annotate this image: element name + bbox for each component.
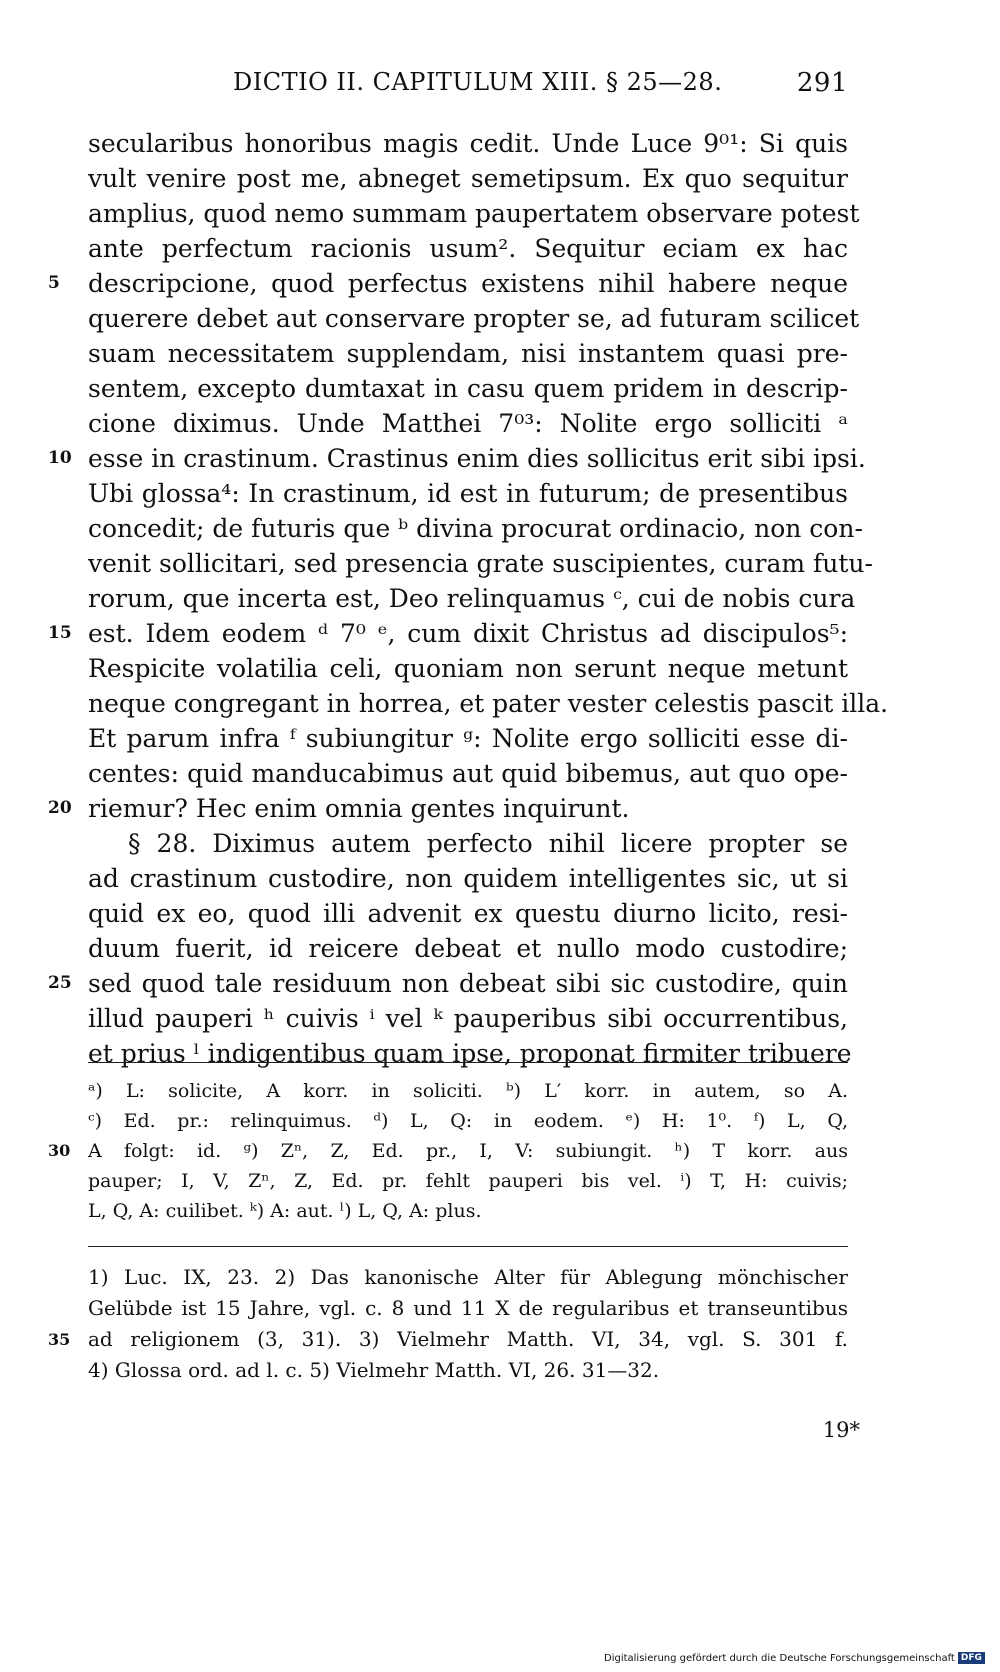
apparatus-rule <box>88 1062 848 1063</box>
text-line <box>88 931 848 966</box>
main-text <box>48 126 889 1071</box>
line-text: est. Idem eodem ᵈ 7⁰ ᵉ, cum dixit Christus ad discipulos⁵: <box>88 619 848 648</box>
text-line <box>88 476 848 511</box>
text-line <box>88 686 889 721</box>
text-line <box>48 1136 848 1166</box>
text-line <box>88 826 848 861</box>
credit-text: Digitalisierung gefördert durch die Deutsche Forschungsgemeinschaft <box>604 1652 955 1664</box>
line-text: cione diximus. Unde Matthei 7⁰³: Nolite ergo solliciti ᵃ <box>88 409 848 438</box>
text-line <box>88 896 848 931</box>
text-line <box>88 1293 848 1324</box>
footnote-rule <box>88 1246 848 1247</box>
line-text: et prius ˡ indigentibus quam ipse, proponat firmiter tribuere <box>88 1039 852 1068</box>
digitization-credit <box>604 1652 985 1664</box>
line-text: esse in crastinum. Crastinus enim dies sollicitus erit sibi ipsi. <box>88 444 866 473</box>
text-line <box>88 861 848 896</box>
line-text: secularibus honoribus magis cedit. Unde Luce 9⁰¹: Si quis <box>88 129 848 158</box>
line-text: § 28. Diximus autem perfecto nihil licere propter se <box>128 829 848 858</box>
critical-apparatus <box>48 1076 848 1226</box>
page-number: 291 <box>796 68 848 98</box>
text-line <box>88 581 856 616</box>
line-text: Gelübde ist 15 Jahre, vgl. c. 8 und 11 X de regularibus et transeuntibus <box>88 1296 848 1320</box>
dfg-logo: DFG <box>958 1652 985 1664</box>
line-text: rorum, que incerta est, Deo relinquamus ᶜ, cui de nobis cura <box>88 584 856 613</box>
text-line <box>48 1324 848 1355</box>
line-text: Et parum infra ᶠ subiungitur ᵍ: Nolite ergo solliciti esse di- <box>88 724 848 753</box>
text-line <box>88 1196 848 1226</box>
line-number: 25 <box>48 973 72 993</box>
line-number: 35 <box>48 1330 71 1349</box>
text-line <box>88 406 848 441</box>
line-text: vult venire post me, abneget semetipsum. Ex quo sequitur <box>88 164 848 193</box>
line-text: suam necessitatem supplendam, nisi instantem quasi pre- <box>88 339 848 368</box>
text-line <box>88 1355 848 1386</box>
text-line <box>88 371 848 406</box>
line-number: 5 <box>48 273 60 293</box>
text-line <box>88 336 848 371</box>
line-text: centes: quid manducabimus aut quid bibemus, aut quo ope- <box>88 759 848 788</box>
line-text: ante perfectum racionis usum². Sequitur eciam ex hac <box>88 234 848 263</box>
line-text: duum fuerit, id reicere debeat et nullo modo custodire; <box>88 934 848 963</box>
text-line <box>88 756 848 791</box>
line-number: 15 <box>48 623 72 643</box>
line-text: ᵃ) L: solicite, A korr. in soliciti. ᵇ) L′ korr. in autem, so A. <box>88 1080 848 1102</box>
line-text: amplius, quod nemo summam paupertatem observare potest <box>88 199 860 228</box>
line-text: sed quod tale residuum non debeat sibi sic custodire, quin <box>88 969 848 998</box>
line-number: 20 <box>48 798 72 818</box>
text-line <box>88 1076 848 1106</box>
text-line <box>88 231 848 266</box>
line-text: Respicite volatilia celi, quoniam non serunt neque metunt <box>88 654 848 683</box>
text-line <box>48 266 848 301</box>
text-line <box>88 1106 848 1136</box>
line-text: descripcione, quod perfectus existens nihil habere neque <box>88 269 848 298</box>
text-line <box>88 546 873 581</box>
text-line <box>88 1166 848 1196</box>
line-text: quid ex eo, quod illi advenit ex questu diurno licito, resi- <box>88 899 848 928</box>
line-text: 4) Glossa ord. ad l. c. 5) Vielmehr Matth. VI, 26. 31—32. <box>88 1358 660 1382</box>
text-line <box>88 1262 848 1293</box>
signature-mark: 19* <box>822 1418 860 1442</box>
line-text: Ubi glossa⁴: In crastinum, id est in futurum; de presentibus <box>88 479 848 508</box>
text-line <box>48 966 848 1001</box>
line-text: ad crastinum custodire, non quidem intelligentes sic, ut si <box>88 864 848 893</box>
text-line <box>88 196 860 231</box>
text-line <box>88 1001 848 1036</box>
text-line <box>48 616 848 651</box>
line-text: pauper; I, V, Zⁿ, Z, Ed. pr. fehlt pauperi bis vel. ⁱ) T, H: cuivis; <box>88 1170 848 1192</box>
line-text: L, Q, A: cuilibet. ᵏ) A: aut. ˡ) L, Q, A: plus. <box>88 1200 482 1222</box>
text-line <box>88 301 860 336</box>
line-text: 1) Luc. IX, 23. 2) Das kanonische Alter für Ablegung mönchischer <box>88 1265 848 1289</box>
text-line <box>88 1036 852 1071</box>
line-text: ᶜ) Ed. pr.: relinquimus. ᵈ) L, Q: in eodem. ᵉ) H: 1⁰. ᶠ) L, Q, <box>88 1110 848 1132</box>
line-text: venit sollicitari, sed presencia grate suscipientes, curam futu- <box>88 549 873 578</box>
text-line <box>88 126 848 161</box>
text-line <box>88 651 848 686</box>
text-line <box>88 721 848 756</box>
line-text: sentem, excepto dumtaxat in casu quem pridem in descrip- <box>88 374 848 403</box>
line-text: A folgt: id. ᵍ) Zⁿ, Z, Ed. pr., I, V: subiungit. ʰ) T korr. aus <box>88 1140 848 1162</box>
text-line <box>88 161 848 196</box>
line-text: neque congregant in horrea, et pater vester celestis pascit illa. <box>88 689 889 718</box>
running-title: DICTIO II. CAPITULUM XIII. § 25—28. <box>233 68 723 96</box>
footnotes <box>48 1262 848 1386</box>
text-line <box>48 791 848 826</box>
line-text: concedit; de futuris que ᵇ divina procurat ordinacio, non con- <box>88 514 863 543</box>
line-number: 30 <box>48 1141 71 1160</box>
line-text: ad religionem (3, 31). 3) Vielmehr Matth. VI, 34, vgl. S. 301 f. <box>88 1327 848 1351</box>
text-line <box>88 511 863 546</box>
line-text: riemur? Hec enim omnia gentes inquirunt. <box>88 794 630 823</box>
line-number: 10 <box>48 448 72 468</box>
line-text: querere debet aut conservare propter se, ad futuram scilicet <box>88 304 860 333</box>
line-text: illud pauperi ʰ cuivis ⁱ vel ᵏ pauperibus sibi occurrentibus, <box>88 1004 848 1033</box>
text-line <box>48 441 866 476</box>
